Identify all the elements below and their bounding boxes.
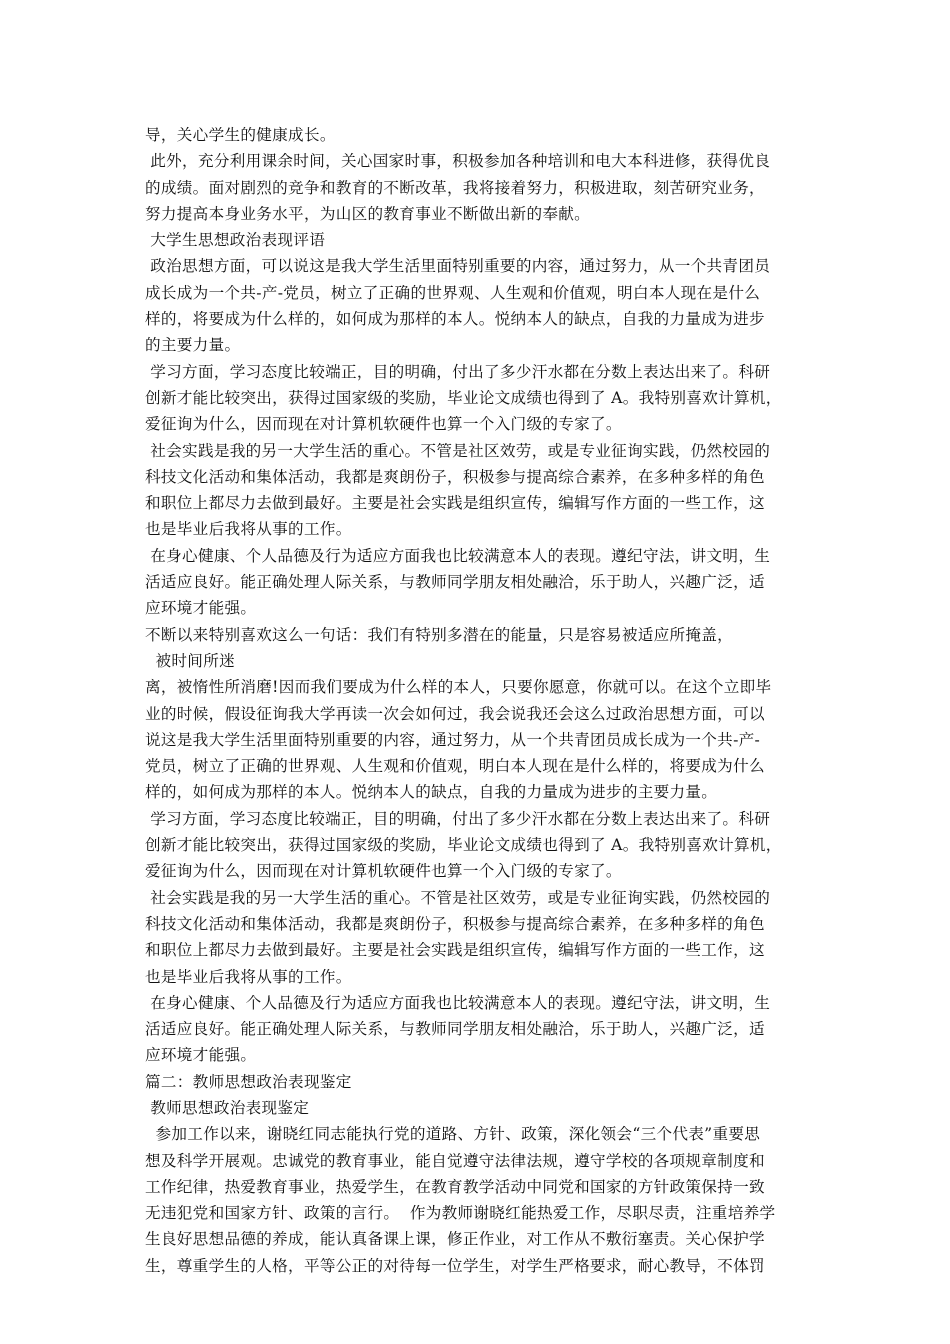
text-line: 科技文化活动和集体活动，我都是爽朗份子，积极参与提高综合素养，在多种多样的角色 xyxy=(145,914,765,933)
text-line: 社会实践是我的另一大学生活的重心。不管是社区效劳，或是专业征询实践，仍然校园的 xyxy=(145,441,771,460)
text-line: 样的，如何成为那样的本人。悦纳本人的缺点，自我的力量成为进步的主要力量。 xyxy=(145,783,718,802)
text-line: 也是毕业后我将从事的工作。 xyxy=(145,967,352,986)
text-line: 创新才能比较突出，获得过国家级的奖励，毕业论文成绩也得到了 A。我特别喜欢计算机， xyxy=(145,388,782,407)
text-line: 的主要力量。 xyxy=(145,336,241,355)
text-line: 样的，将要成为什么样的，如何成为那样的本人。悦纳本人的缺点，自我的力量成为进步 xyxy=(145,310,765,329)
text-line: 的成绩。面对剧烈的竞争和教育的不断改革，我将接着努力，积极进取，刻苦研究业务， xyxy=(145,178,765,197)
text-line: 在身心健康、个人品德及行为适应方面我也比较满意本人的表现。遵纪守法，讲文明，生 xyxy=(145,546,771,565)
text-line: 科技文化活动和集体活动，我都是爽朗份子，积极参与提高综合素养，在多种多样的角色 xyxy=(145,467,765,486)
text-line: 社会实践是我的另一大学生活的重心。不管是社区效劳，或是专业征询实践，仍然校园的 xyxy=(145,888,771,907)
text-line: 离，被惰性所消磨!因而我们要成为什么样的本人，只要你愿意，你就可以。在这个立即毕 xyxy=(145,678,772,697)
text-line: 教师思想政治表现鉴定 xyxy=(145,1098,310,1117)
text-line: 生良好思想品德的养成，能认真备课上课，修正作业，对工作从不敷衍塞责。关心保护学 xyxy=(145,1230,765,1249)
text-line: 爱征询为什么，因而现在对计算机软硬件也算一个入门级的专家了。 xyxy=(145,862,622,881)
text-line: 大学生思想政治表现评语 xyxy=(145,231,326,250)
text-line: 和职位上都尽力去做到最好。主要是社会实践是组织宣传，编辑写作方面的一些工作，这 xyxy=(145,494,765,513)
text-line: 此外，充分利用课余时间，关心国家时事，积极参加各种培训和电大本科进修，获得优良 xyxy=(145,152,771,171)
text-line: 学习方面，学习态度比较端正，目的明确，付出了多少汗水都在分数上表达出来了。科研 xyxy=(145,362,771,381)
text-line: 学习方面，学习态度比较端正，目的明确，付出了多少汗水都在分数上表达出来了。科研 xyxy=(145,809,771,828)
text-line: 参加工作以来，谢晓红同志能执行党的道路、方针、政策，深化领会“三个代表”重要思 xyxy=(145,1125,761,1144)
text-line: 生，尊重学生的人格，平等公正的对待每一位学生，对学生严格要求，耐心教导，不体罚 xyxy=(145,1256,765,1275)
text-line: 在身心健康、个人品德及行为适应方面我也比较满意本人的表现。遵纪守法，讲文明，生 xyxy=(145,993,771,1012)
text-line: 篇二：教师思想政治表现鉴定 xyxy=(145,1072,352,1091)
text-line: 业的时候，假设征询我大学再读一次会如何过，我会说我还会这么过政治思想方面，可以 xyxy=(145,704,765,723)
text-line: 应环境才能强。 xyxy=(145,599,257,618)
text-line: 和职位上都尽力去做到最好。主要是社会实践是组织宣传，编辑写作方面的一些工作，这 xyxy=(145,941,765,960)
text-line: 创新才能比较突出，获得过国家级的奖励，毕业论文成绩也得到了 A。我特别喜欢计算机， xyxy=(145,836,782,855)
text-line: 活适应良好。能正确处理人际关系，与教师同学朋友相处融洽，乐于助人，兴趣广泛，适 xyxy=(145,1020,765,1039)
text-line: 应环境才能强。 xyxy=(145,1046,257,1065)
text-line: 导，关心学生的健康成长。 xyxy=(145,126,336,144)
text-line: 成长成为一个共-产-党员，树立了正确的世界观、人生观和价值观，明白本人现在是什么 xyxy=(145,283,761,302)
text-line: 不断以来特别喜欢这么一句话：我们有特别多潜在的能量，只是容易被适应所掩盖， xyxy=(145,625,734,644)
text-line: 爱征询为什么，因而现在对计算机软硬件也算一个入门级的专家了。 xyxy=(145,415,622,434)
text-line: 无违犯党和国家方针、政策的言行。 作为教师谢晓红能热爱工作，尽职尽责，注重培养学 xyxy=(145,1204,776,1223)
text-line: 说这是我大学生活里面特别重要的内容，通过努力，从一个共青团员成长成为一个共-产- xyxy=(145,730,761,749)
text-line: 政治思想方面，可以说这是我大学生活里面特别重要的内容，通过努力，从一个共青团员 xyxy=(145,257,771,276)
text-line: 活适应良好。能正确处理人际关系，与教师同学朋友相处融洽，乐于助人，兴趣广泛，适 xyxy=(145,573,765,592)
text-line: 想及科学开展观。忠诚党的教育事业，能自觉遵守法律法规，遵守学校的各项规章制度和 xyxy=(145,1151,765,1170)
document-body xyxy=(145,122,815,1279)
text-line: 工作纪律，热爱教育事业，热爱学生，在教育教学活动中同党和国家的方针政策保持一致 xyxy=(145,1177,765,1196)
text-line: 也是毕业后我将从事的工作。 xyxy=(145,520,352,539)
text-line: 努力提高本身业务水平，为山区的教育事业不断做出新的奉献。 xyxy=(145,204,591,223)
text-line: 被时间所迷 xyxy=(145,651,235,670)
text-line: 党员，树立了正确的世界观、人生观和价值观，明白本人现在是什么样的，将要成为什么 xyxy=(145,757,765,776)
